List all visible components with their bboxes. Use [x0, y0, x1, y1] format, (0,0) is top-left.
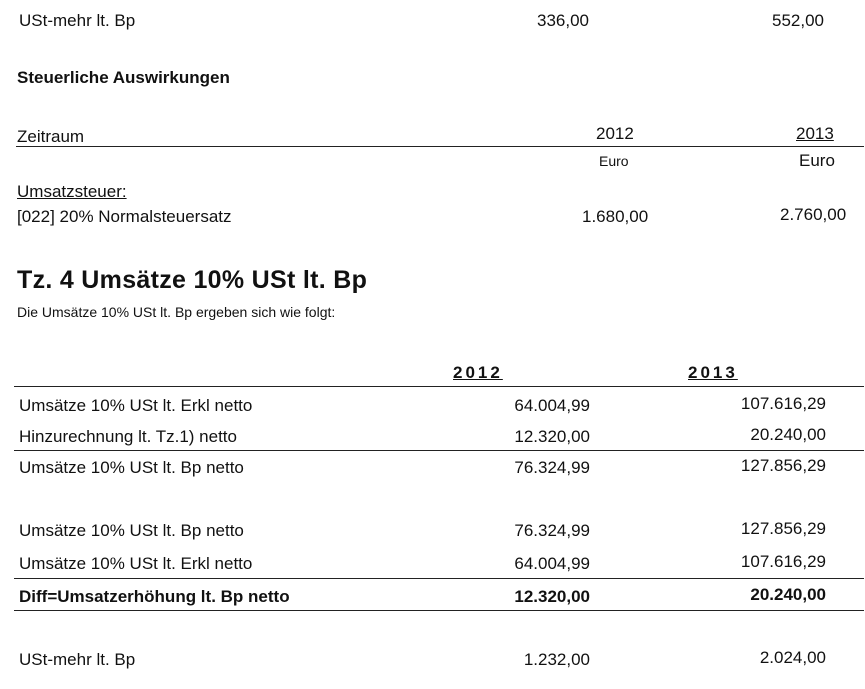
- period-label: Zeitraum: [17, 127, 85, 146]
- tz4-intro: Die Umsätze 10% USt lt. Bp ergeben sich wie folgt:: [17, 304, 336, 320]
- top-row-label: USt-mehr lt. Bp: [19, 11, 136, 30]
- year1-header: 2012: [596, 124, 634, 143]
- tz4-row-5-label: Umsätze 10% USt lt. Erkl netto: [19, 554, 253, 573]
- tz4-row-3-value-2013: 127.856,29: [740, 456, 826, 475]
- tz4-row-7-value-2012: 1.232,00: [523, 650, 590, 669]
- tz4-heading: Tz. 4 Umsätze 10% USt lt. Bp: [17, 266, 368, 294]
- top-row-value-2012: 336,00: [537, 11, 589, 30]
- tax-section-title: Steuerliche Auswirkungen: [17, 68, 230, 87]
- tz4-col-2013: 2013: [688, 363, 738, 382]
- tz4-diff-divider: [14, 578, 864, 579]
- tz4-row-3-value-2012: 76.324,99: [514, 458, 590, 477]
- tz4-row-3-label: Umsätze 10% USt lt. Bp netto: [19, 458, 244, 477]
- tax-category: Umsatzsteuer:: [17, 182, 127, 201]
- tz4-row-4-value-2013: 127.856,29: [740, 519, 826, 538]
- tz4-row-2-value-2013: 20.240,00: [750, 425, 826, 444]
- tz4-header-divider: [14, 386, 864, 387]
- tz4-row-1-value-2013: 107.616,29: [740, 394, 826, 413]
- tz4-subtotal-divider: [14, 450, 864, 451]
- tz4-row-6-value-2013: 20.240,00: [750, 585, 826, 604]
- tax-row-label: [022] 20% Normalsteuersatz: [17, 207, 232, 226]
- tz4-row-2-label: Hinzurechnung lt. Tz.1) netto: [19, 427, 237, 446]
- unit2: Euro: [799, 151, 835, 170]
- tz4-col-2012: 2012: [453, 363, 503, 382]
- tz4-row-1-label: Umsätze 10% USt lt. Erkl netto: [19, 396, 253, 415]
- tz4-row-7-value-2013: 2.024,00: [759, 648, 826, 667]
- tz4-row-4-value-2012: 76.324,99: [514, 521, 590, 540]
- tz4-bottom-divider: [14, 610, 864, 611]
- tz4-row-6-label: Diff=Umsatzerhöhung lt. Bp netto: [19, 587, 290, 606]
- tz4-row-6-value-2012: 12.320,00: [514, 587, 590, 606]
- tz4-row-4-label: Umsätze 10% USt lt. Bp netto: [19, 521, 244, 540]
- tz4-row-5-value-2013: 107.616,29: [740, 552, 826, 571]
- year2-header: 2013: [796, 124, 834, 143]
- tz4-row-1-value-2012: 64.004,99: [514, 396, 590, 415]
- unit1: Euro: [599, 153, 629, 169]
- tax-row-value-2013: 2.760,00: [780, 205, 847, 224]
- top-row-value-2013: 552,00: [772, 11, 824, 30]
- period-divider: [16, 146, 864, 147]
- tax-row-value-2012: 1.680,00: [582, 207, 649, 226]
- tz4-row-7-label: USt-mehr lt. Bp: [19, 650, 136, 669]
- tz4-row-5-value-2012: 64.004,99: [514, 554, 590, 573]
- tz4-row-2-value-2012: 12.320,00: [514, 427, 590, 446]
